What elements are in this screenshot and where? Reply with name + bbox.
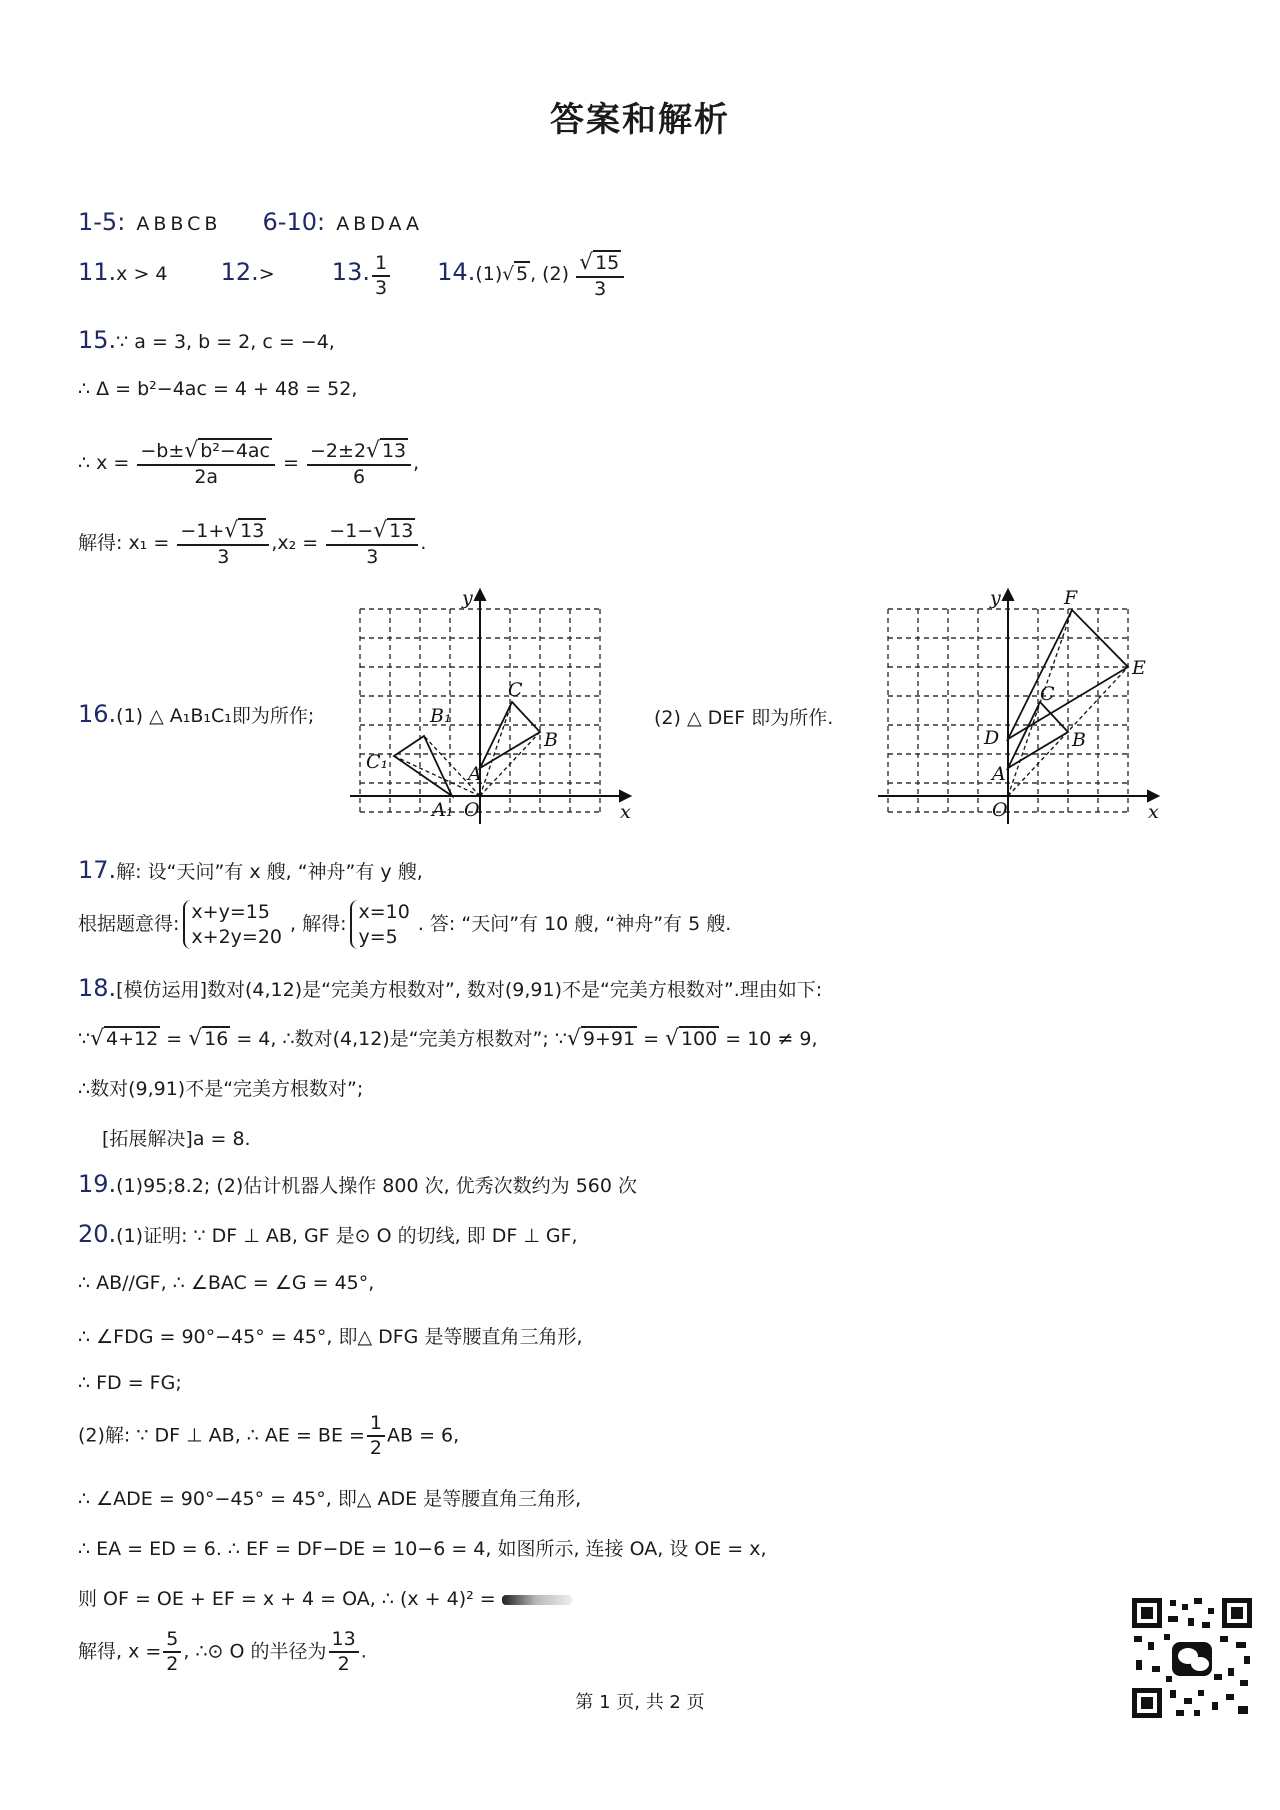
y-axis-arrow-icon: [1003, 590, 1013, 600]
construction-lines-1: [394, 702, 540, 796]
q15-period: .: [420, 532, 427, 554]
q6-10-label: 6-10:: [262, 208, 326, 236]
q20-line-6: ∴ ∠ADE = 90°−45° = 45°, 即△ ADE 是等腰直角三角形,: [78, 1488, 582, 1510]
figure-2: [868, 584, 1168, 834]
q16-part2: (2) △ DEF 即为所作.: [654, 707, 834, 729]
q15-text-1: ∵ a = 3, b = 2, c = −4,: [116, 331, 335, 353]
sqrt-icon: √: [665, 1026, 679, 1051]
q17-answer: . 答: “天问”有 10 艘, “神舟”有 5 艘.: [417, 913, 732, 936]
x-value-numerator: 5: [163, 1628, 181, 1653]
radius-numerator: 13: [329, 1628, 359, 1653]
q14-part2: , (2): [530, 263, 570, 285]
q17-line-2: [78, 900, 731, 949]
q17-label: 17.: [78, 856, 117, 884]
q14-denominator: 3: [594, 278, 607, 301]
q15-equals: =: [283, 452, 299, 474]
q14-label: 14.: [437, 258, 476, 286]
q18-text-1: [模仿运用]数对(4,12)是“完美方根数对”, 数对(9,91)不是“完美方根数对”.理由如下:: [116, 979, 823, 1001]
label-y: y: [462, 587, 473, 609]
q18-mid-text: = 4, ∴数对(4,12)是“完美方根数对”; ∵: [230, 1028, 567, 1050]
formula-numerator: [137, 438, 275, 466]
x-axis-arrow-icon: [620, 791, 630, 801]
eq-2: =: [637, 1028, 666, 1050]
label-y: y: [990, 587, 1001, 609]
q15-solve-label: 解得: x₁ =: [78, 532, 170, 554]
q18-line-2: [78, 1024, 818, 1051]
label-c1: C₁: [366, 751, 389, 773]
equation-system: [183, 900, 286, 949]
label-c: C: [508, 679, 523, 701]
formula-denominator: 2a: [194, 466, 219, 489]
sqrt-icon: √: [184, 438, 199, 463]
q1-5-answers: ABBCB: [136, 213, 222, 235]
q14-radicand-2: 15: [595, 252, 620, 274]
q20-part2-end: AB = 6,: [387, 1424, 460, 1447]
q15-line-2: ∴ Δ = b²−4ac = 4 + 48 = 52,: [78, 378, 358, 400]
answers-row-2: [78, 250, 626, 301]
x1-denominator: 3: [217, 546, 230, 569]
x2-label: ,x₂ =: [271, 532, 319, 554]
x2-numerator-pre: −1−: [329, 520, 374, 542]
label-e: E: [1132, 657, 1146, 679]
x-value-denominator: 2: [166, 1652, 179, 1675]
sqrt-icon: √: [373, 518, 388, 543]
blurred-content: [502, 1595, 572, 1605]
q18-label: 18.: [78, 974, 117, 1002]
half-numerator: 1: [367, 1412, 385, 1437]
q17-solve: , 解得:: [290, 913, 347, 936]
q20-period: .: [360, 1640, 367, 1663]
q14-radicand-1: 5: [515, 263, 529, 285]
label-b1: B₁: [430, 705, 452, 727]
q19-text: (1)95;8.2; (2)估计机器人操作 800 次, 优秀次数约为 560 次: [116, 1175, 638, 1197]
label-o: O: [992, 799, 1008, 821]
q16-line: [78, 700, 314, 728]
q18-end-text: = 10 ≠ 9,: [719, 1028, 818, 1050]
label-c: C: [1040, 683, 1055, 705]
q20-line-9: [78, 1628, 367, 1676]
q18-line-3: ∴数对(9,91)不是“完美方根数对”;: [78, 1078, 364, 1100]
result-denominator: 6: [353, 466, 366, 489]
radius-fraction: [329, 1628, 359, 1676]
page-title: 答案和解析: [550, 100, 730, 140]
q20-label: 20.: [78, 1220, 117, 1248]
radicand-4-12: 4+12: [106, 1028, 159, 1050]
q19-label: 19.: [78, 1170, 117, 1198]
solution-y: y=5: [358, 925, 398, 948]
answers-row-1: [78, 208, 423, 236]
sqrt-icon: √: [90, 1026, 105, 1051]
qr-code-icon: [1128, 1594, 1256, 1722]
q20-solve-label: 解得, x =: [78, 1640, 162, 1663]
q15-line-1: [78, 326, 335, 354]
label-x: x: [620, 801, 631, 823]
q20-line-1: [78, 1220, 578, 1248]
q20-line-3: ∴ ∠FDG = 90°−45° = 45°, 即△ DFG 是等腰直角三角形,: [78, 1326, 583, 1348]
q14-part1: (1): [475, 263, 503, 285]
equation-1: x+y=15: [191, 901, 270, 923]
sqrt-icon: √: [579, 250, 594, 275]
x-value-fraction: [163, 1628, 181, 1676]
q20-line-8: [78, 1584, 572, 1611]
q20-line-2: ∴ AB//GF, ∴ ∠BAC = ∠G = 45°,: [78, 1272, 375, 1294]
q12-answer: >: [258, 263, 275, 285]
because-1: ∵: [78, 1028, 91, 1050]
radius-text: , ∴⊙ O 的半径为: [183, 1640, 327, 1663]
result-numerator-pre: −2±2: [310, 440, 367, 462]
formula-numerator-pre: −b±: [140, 440, 185, 462]
label-o: O: [464, 799, 480, 821]
label-b: B: [1072, 729, 1086, 751]
result-radicand: 13: [381, 440, 407, 462]
q6-10-answers: ABDAA: [336, 213, 424, 235]
sqrt-icon: √: [502, 264, 514, 285]
label-a1: A₁: [432, 799, 454, 821]
result-numerator: [307, 438, 411, 466]
q15-line-3: [78, 438, 419, 489]
sqrt-icon: √: [366, 438, 380, 463]
half-denominator: 2: [369, 1436, 383, 1459]
q13-fraction: [372, 252, 390, 300]
q15-line-4: [78, 518, 426, 569]
half-fraction: [367, 1412, 385, 1460]
q1-5-label: 1-5:: [78, 208, 126, 236]
q20-line-8-text: 则 OF = OE + EF = x + 4 = OA, ∴ (x + 4)² =: [78, 1588, 496, 1610]
q19-line: [78, 1170, 637, 1198]
q16-label: 16.: [78, 700, 117, 728]
q14-fraction: [576, 250, 624, 301]
quadratic-formula: [137, 438, 275, 489]
sqrt-icon: √: [566, 1026, 581, 1051]
q20-part2-text: (2)解: ∵ DF ⊥ AB, ∴ AE = BE =: [78, 1424, 365, 1447]
label-f: F: [1064, 587, 1078, 609]
x-axis-arrow-icon: [1148, 791, 1158, 801]
triangle-a1b1c1: [394, 736, 452, 796]
eq-1: =: [160, 1028, 189, 1050]
q13-numerator: 1: [372, 252, 390, 277]
x2-denominator: 3: [366, 546, 379, 569]
q15-comma: ,: [413, 452, 420, 474]
radicand-9-91: 9+91: [582, 1028, 636, 1050]
q20-line-4: ∴ FD = FG;: [78, 1372, 182, 1394]
q14-numerator: [576, 250, 624, 278]
label-b: B: [544, 729, 558, 751]
q17-setup: 根据题意得:: [78, 913, 180, 936]
x2-numerator: [326, 518, 418, 546]
q18-line-4: [拓展解决]a = 8.: [102, 1128, 251, 1150]
radicand-16: 16: [204, 1028, 229, 1050]
x1-fraction: [177, 518, 269, 569]
q17-line-1: [78, 856, 423, 884]
q20-text-1: (1)证明: ∵ DF ⊥ AB, GF 是⊙ O 的切线, 即 DF ⊥ GF,: [116, 1225, 578, 1247]
q15-x-eq: ∴ x =: [78, 452, 130, 474]
solution-x: x=10: [358, 901, 410, 923]
label-a: A: [468, 763, 482, 785]
x1-numerator: [177, 518, 269, 546]
solution-system: [350, 900, 413, 949]
radius-denominator: 2: [337, 1652, 350, 1675]
q11-answer: x > 4: [116, 263, 168, 285]
q13-label: 13.: [331, 258, 370, 286]
radicand-100: 100: [680, 1028, 718, 1050]
equation-2: x+2y=20: [191, 925, 282, 948]
q16-part1: (1) △ A₁B₁C₁即为所作;: [116, 705, 315, 727]
figure-1: [340, 584, 640, 834]
q17-text-1: 解: 设“天问”有 x 艘, “神舟”有 y 艘,: [116, 861, 423, 883]
label-d: D: [984, 727, 1000, 749]
q20-line-7: ∴ EA = ED = 6. ∴ EF = DF−DE = 10−6 = 4, 如图所示, 连接 OA, 设 OE = x,: [78, 1538, 767, 1560]
label-a: A: [992, 763, 1006, 785]
q18-line-1: [78, 974, 822, 1002]
sqrt-icon: √: [224, 518, 239, 543]
x2-radicand: 13: [389, 520, 414, 542]
page-footer: 第 1 页, 共 2 页: [575, 1692, 705, 1713]
q15-result-fraction: [307, 438, 411, 489]
q13-denominator: 3: [374, 276, 388, 299]
sqrt-icon: √: [188, 1026, 203, 1051]
q12-label: 12.: [220, 258, 259, 286]
x1-numerator-pre: −1+: [180, 520, 225, 542]
x2-fraction: [326, 518, 418, 569]
q20-line-5: [78, 1412, 459, 1460]
q11-label: 11.: [78, 258, 117, 286]
y-axis-arrow-icon: [475, 590, 485, 600]
formula-radicand: b²−4ac: [200, 440, 270, 462]
q15-label: 15.: [78, 326, 117, 354]
x1-radicand: 13: [240, 520, 265, 542]
label-x: x: [1148, 801, 1159, 823]
